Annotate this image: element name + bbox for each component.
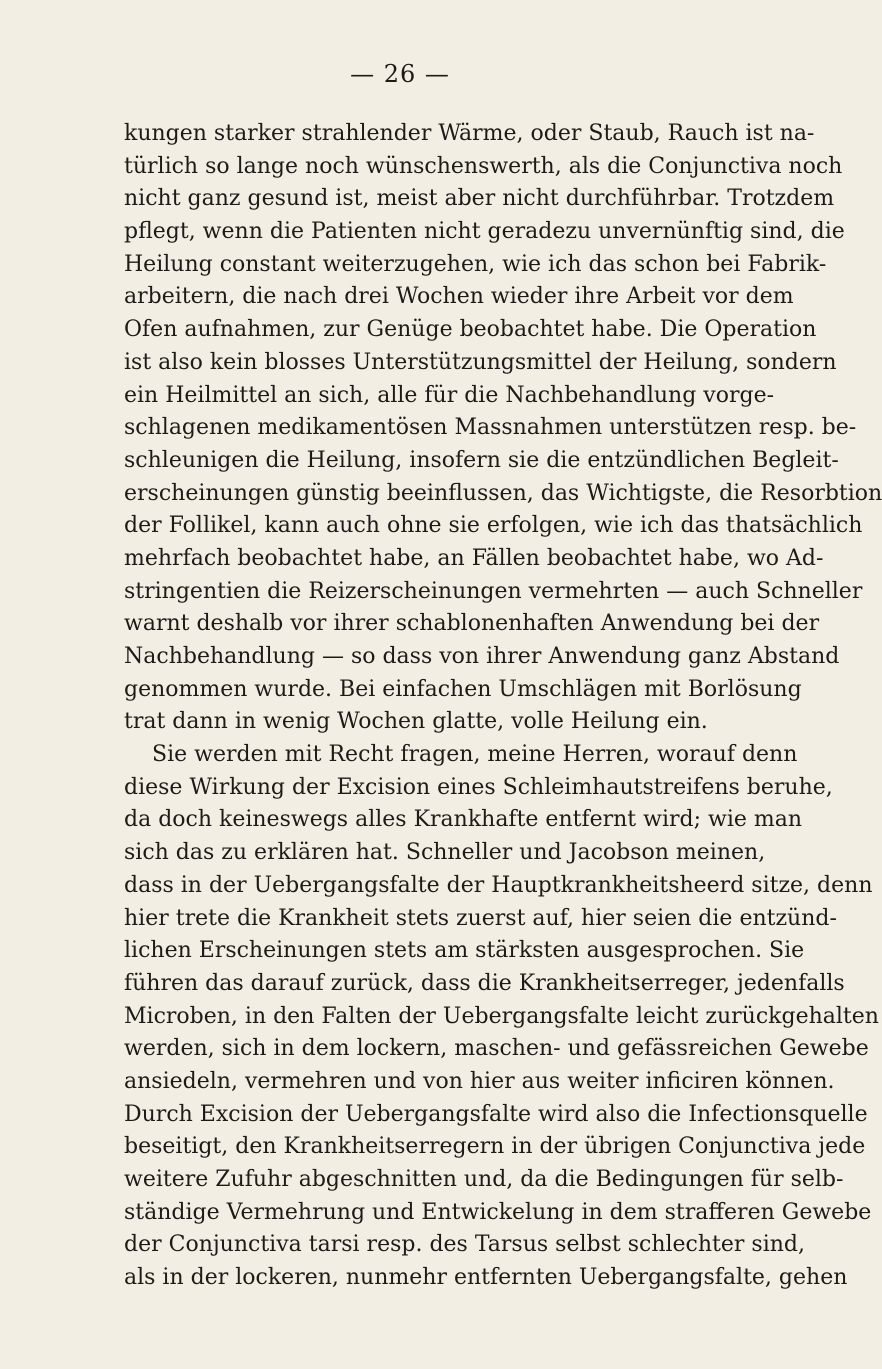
text-line: werden, sich in dem lockern, maschen- und gefässreichen Gewebe xyxy=(124,1036,869,1062)
text-line: Durch Excision der Uebergangsfalte wird also die Infectionsquelle xyxy=(124,1101,868,1127)
text-line: Nachbehandlung — so dass von ihrer Anwendung ganz Abstand xyxy=(124,644,840,669)
text-line: weitere Zufuhr abgeschnitten und, da die Bedingungen für selb- xyxy=(124,1167,844,1192)
page-number: — 26 — xyxy=(350,60,450,88)
text-line: da doch keineswegs alles Krankhafte entfernt wird; wie man xyxy=(124,807,803,833)
text-line: türlich so lange noch wünschenswerth, als die Conjunctiva noch xyxy=(124,153,843,179)
text-line: arbeitern, die nach drei Wochen wieder ihre Arbeit vor dem xyxy=(124,284,794,310)
text-line: diese Wirkung der Excision eines Schleimhautstreifens beruhe, xyxy=(124,774,833,800)
text-line: führen das darauf zurück, dass die Krankheitserreger, jedenfalls xyxy=(124,970,845,996)
text-line: beseitigt, den Krankheitserregern in der übrigen Conjunctiva jede xyxy=(124,1134,866,1160)
text-line: Heilung constant weiterzugehen, wie ich das schon bei Fabrik- xyxy=(124,251,827,277)
text-line: sich das zu erklären hat. Schneller und Jacobson meinen, xyxy=(124,840,766,866)
text-line: stringentien die Reizerscheinungen vermehrten — auch Schneller xyxy=(124,578,863,604)
text-line: genommen wurde. Bei einfachen Umschlägen mit Borlösung xyxy=(124,676,802,702)
text-line: pflegt, wenn die Patienten nicht geradezu unvernünftig sind, die xyxy=(124,219,845,245)
text-line: Microben, in den Falten der Uebergangsfalte leicht zurückgehalten xyxy=(124,1003,879,1029)
text-line: kungen starker strahlender Wärme, oder Staub, Rauch ist na- xyxy=(124,121,815,146)
text-line: mehrfach beobachtet habe, an Fällen beobachtet habe, wo Ad- xyxy=(124,545,824,571)
text-line: nicht ganz gesund ist, meist aber nicht durchführbar. Trotzdem xyxy=(124,186,835,212)
text-line: der Conjunctiva tarsi resp. des Tarsus selbst schlechter sind, xyxy=(124,1232,805,1258)
text-line: ständige Vermehrung und Entwickelung in dem strafferen Gewebe xyxy=(124,1199,872,1225)
body-text xyxy=(124,118,882,1295)
text-line: erscheinungen günstig beeinflussen, das Wichtigste, die Resorbtion xyxy=(124,480,882,506)
text-line: Ofen aufnahmen, zur Genüge beobachtet habe. Die Operation xyxy=(124,317,817,343)
text-line: trat dann in wenig Wochen glatte, volle Heilung ein. xyxy=(124,709,708,735)
text-line: hier trete die Krankheit stets zuerst auf, hier seien die entzünd- xyxy=(124,905,837,931)
text-line: ein Heilmittel an sich, alle für die Nachbehandlung vorge- xyxy=(124,382,775,408)
text-line: schleunigen die Heilung, insofern sie die entzündlichen Begleit- xyxy=(124,447,839,473)
text-line: Sie werden mit Recht fragen, meine Herren, worauf denn xyxy=(152,742,798,768)
text-line: ist also kein blosses Unterstützungsmittel der Heilung, sondern xyxy=(124,349,837,375)
text-line: ansiedeln, vermehren und von hier aus weiter inficiren können. xyxy=(124,1068,835,1094)
text-line: lichen Erscheinungen stets am stärksten ausgesprochen. Sie xyxy=(124,938,805,964)
text-line: der Follikel, kann auch ohne sie erfolgen, wie ich das thatsächlich xyxy=(124,513,863,539)
text-line: warnt deshalb vor ihrer schablonenhaften Anwendung bei der xyxy=(124,611,820,637)
text-line: als in der lockeren, nunmehr entfernten Uebergangsfalte, gehen xyxy=(124,1265,848,1291)
text-line: schlagenen medikamentösen Massnahmen unterstützen resp. be- xyxy=(124,415,857,441)
text-line: dass in der Uebergangsfalte der Hauptkrankheitsheerd sitze, denn xyxy=(124,872,873,898)
